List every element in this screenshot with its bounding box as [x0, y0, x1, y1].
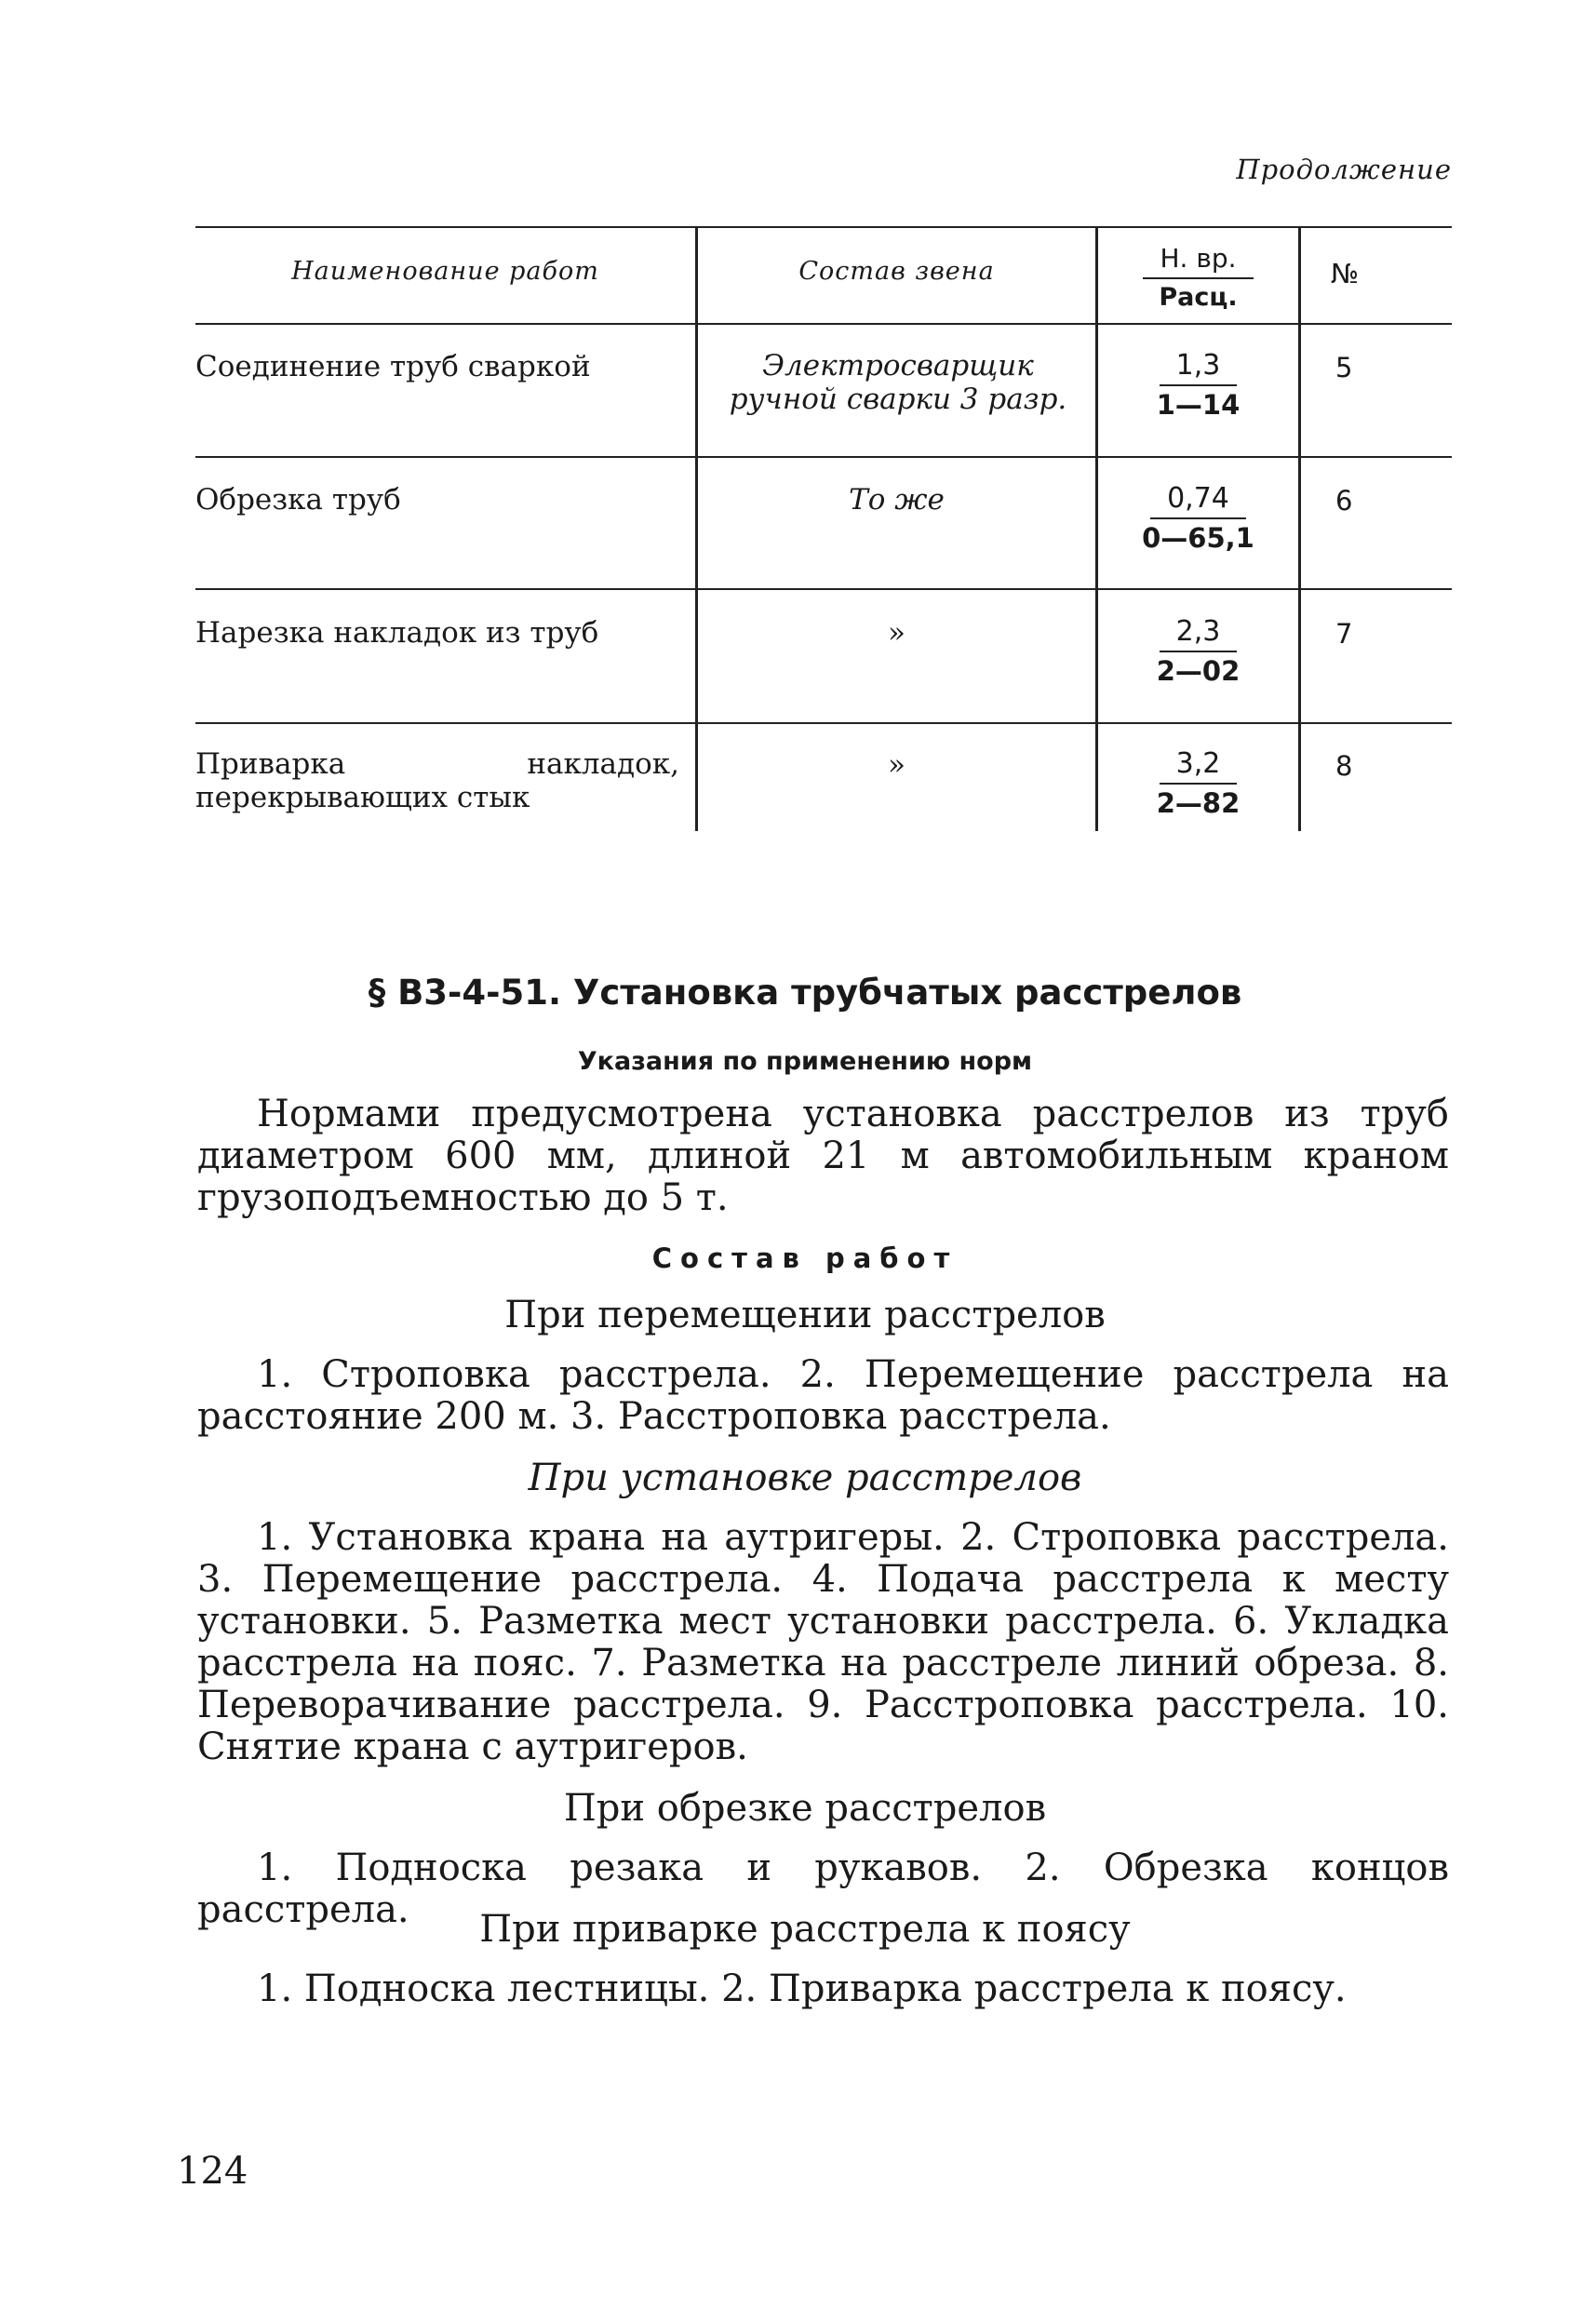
row-norm	[1098, 482, 1298, 557]
header-norm	[1098, 242, 1298, 316]
row-number: 5	[1335, 352, 1353, 383]
row-work: Приварка накладок, перекрывающих стык	[195, 747, 679, 814]
group-title: При установке расстрелов	[528, 1457, 1082, 1499]
row-norm-time: 3,2	[1160, 747, 1238, 785]
table-row-rule	[195, 722, 1452, 724]
norms-table	[195, 226, 1452, 831]
group-paragraph: 1. Подноска лестницы. 2. Приварка расстрела к поясу.	[257, 1967, 1347, 2010]
group-paragraph: 1. Строповка расстрела. 2. Перемещение расстрела на расстояние 200 м. 3. Расстроповка расстрела.	[197, 1353, 1449, 1438]
header-crew: Состав звена	[798, 257, 995, 286]
row-norm-time: 1,3	[1160, 349, 1238, 386]
page-number: 124	[177, 2150, 248, 2193]
row-number: 7	[1335, 618, 1353, 650]
row-norm-time: 0,74	[1150, 482, 1246, 519]
row-norm	[1098, 615, 1298, 690]
header-number: №	[1331, 258, 1360, 289]
table-row-rule	[195, 588, 1452, 590]
row-rate: 2—02	[1156, 655, 1241, 687]
group-paragraph: 1. Подноска резака и рукавов. 2. Обрезка концов расстрела.	[197, 1846, 1449, 1931]
guidance-heading: Указания по применению норм	[577, 1047, 1033, 1076]
row-crew: »	[888, 748, 905, 782]
row-rate: 0—65,1	[1142, 522, 1254, 554]
row-crew: То же	[849, 483, 945, 517]
row-work: Обрезка труб	[195, 483, 401, 517]
row-number: 6	[1335, 485, 1353, 517]
header-norm-time: Н. вр.	[1143, 242, 1253, 279]
table-column-rule	[1298, 226, 1301, 831]
table-header-rule	[195, 323, 1452, 325]
row-norm-time: 2,3	[1160, 615, 1238, 652]
table-column-rule	[695, 226, 698, 831]
row-rate: 2—82	[1156, 787, 1241, 819]
guidance-paragraph: Нормами предусмотрена установка расстрелов из труб диаметром 600 мм, длиной 21 м автомобильным краном грузоподъемностью до 5 т.	[197, 1093, 1449, 1219]
table-top-rule	[195, 226, 1452, 228]
group-title: При обрезке расстрелов	[563, 1787, 1047, 1830]
row-number: 8	[1335, 750, 1353, 782]
row-work: Соединение труб сваркой	[195, 350, 591, 383]
continuation-label: Продолжение	[1236, 154, 1452, 185]
row-norm	[1098, 349, 1298, 423]
header-rate: Расц.	[1159, 283, 1238, 312]
work-composition-heading: Состав работ	[651, 1242, 959, 1274]
row-work: Нарезка накладок из труб	[195, 616, 599, 650]
row-norm	[1098, 747, 1298, 822]
group-title: При перемещении расстрелов	[504, 1294, 1106, 1336]
row-crew: Электросварщик ручной сварки 3 разр.	[729, 349, 1067, 416]
row-crew: »	[888, 616, 905, 650]
table-row-rule	[195, 456, 1452, 458]
header-work-name: Наименование работ	[291, 257, 599, 286]
section-title: § В3-4-51. Установка трубчатых расстрелов	[368, 973, 1242, 1013]
group-title: При приварке расстрела к поясу	[479, 1908, 1131, 1951]
group-paragraph: 1. Установка крана на аутригеры. 2. Строповка расстрела. 3. Перемещение расстрела. 4. Подача расстрела к месту установки. 5. Разметка мест установки расстрела. 6. Укладка расстрела на пояс. 7. Разметка на расстреле линий обреза. 8. Переворачивание расстрела. 9. Расстроповка расстрела. 10. Снятие крана с аутригеров.	[197, 1516, 1449, 1768]
row-rate: 1—14	[1156, 389, 1241, 421]
